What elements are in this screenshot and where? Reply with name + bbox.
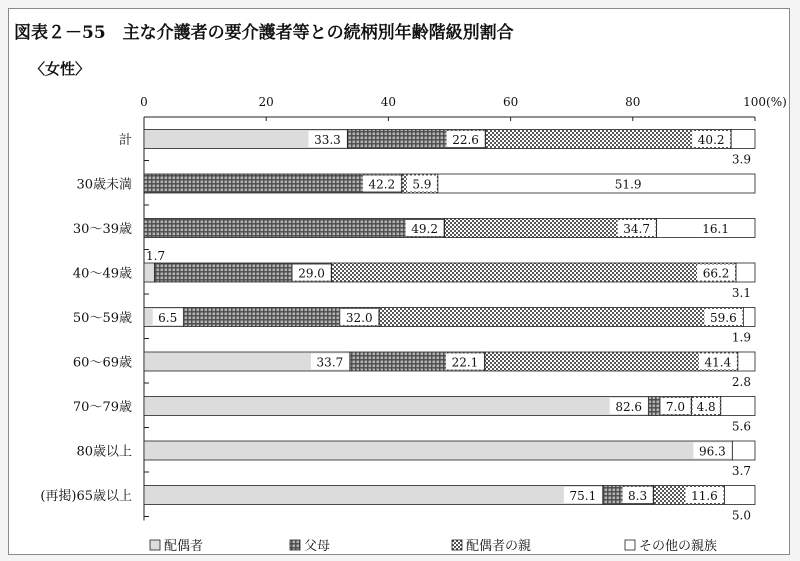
- x-tick-label: 100(%): [743, 95, 787, 109]
- data-label: 5.6: [731, 419, 751, 434]
- data-label: 33.7: [316, 355, 344, 370]
- data-label: 3.9: [731, 152, 751, 167]
- data-label: 29.0: [298, 266, 325, 281]
- bar-4: [736, 263, 755, 282]
- data-label: 42.2: [368, 177, 396, 192]
- category-label: 60～69歳: [72, 355, 132, 371]
- data-label: 41.4: [704, 355, 732, 370]
- data-label: 3.7: [731, 464, 751, 478]
- legend-label-1: 配偶者: [164, 539, 204, 554]
- legend-swatch-4: [625, 540, 635, 550]
- data-label: 8.3: [628, 489, 648, 503]
- data-label: 59.6: [710, 311, 737, 325]
- x-tick-label: 80: [625, 95, 641, 109]
- data-label: 66.2: [702, 266, 730, 281]
- bar-2: [144, 219, 445, 238]
- data-label: 1.7: [146, 249, 166, 263]
- chart-subtitle: 〈女性〉: [30, 60, 91, 78]
- data-label: 16.1: [702, 222, 730, 236]
- category-label: 30～39歳: [72, 222, 132, 237]
- data-label: 40.2: [697, 133, 725, 147]
- data-label: 11.6: [691, 489, 718, 503]
- bar-4: [438, 174, 755, 193]
- bar-layer: [144, 130, 755, 505]
- category-label: 80歳以上: [76, 444, 132, 460]
- bar-4: [731, 130, 755, 149]
- data-label: 5.0: [731, 508, 751, 523]
- data-label: 22.1: [451, 355, 479, 370]
- data-label: 32.0: [345, 311, 373, 325]
- category-label: 70～79歳: [72, 400, 132, 415]
- bar-1: [144, 441, 732, 460]
- legend-label-4: その他の親族: [639, 539, 718, 554]
- bar-3: [332, 263, 736, 282]
- data-label: 5.9: [412, 177, 432, 192]
- data-label: 82.6: [615, 400, 643, 414]
- category-label: (再掲)65歳以上: [40, 489, 132, 504]
- bar-4: [743, 308, 755, 327]
- legend-label-3: 配偶者の親: [466, 539, 532, 554]
- data-label: 3.1: [731, 286, 751, 300]
- x-tick-label: 60: [502, 95, 519, 109]
- data-label: 7.0: [665, 400, 686, 414]
- bar-4: [738, 352, 755, 371]
- legend-layer: [150, 538, 717, 554]
- chart-title: 図表２－55 主な介護者の要介護者等との続柄別年齢階級別割合: [14, 23, 514, 43]
- data-label: 96.3: [699, 444, 726, 459]
- x-tick-label: 20: [258, 95, 274, 109]
- data-label: 49.2: [411, 222, 438, 236]
- bar-1: [144, 486, 603, 505]
- data-label: 75.1: [569, 489, 597, 503]
- legend-swatch-1: [150, 540, 160, 550]
- category-label: 30歳未満: [76, 177, 132, 193]
- data-label: 1.9: [731, 330, 751, 345]
- bar-4: [732, 441, 755, 460]
- legend-swatch-2: [290, 540, 300, 550]
- bar-4: [724, 486, 755, 505]
- legend-swatch-3: [452, 540, 462, 550]
- data-label: 4.8: [696, 400, 716, 414]
- data-label: 6.5: [158, 311, 178, 325]
- data-label: 33.3: [314, 133, 341, 147]
- bar-1: [144, 263, 154, 282]
- category-label: 40～49歳: [72, 266, 132, 282]
- x-tick-label: 40: [380, 95, 397, 109]
- data-label: 51.9: [614, 177, 642, 192]
- bar-3: [379, 308, 743, 327]
- legend-label-2: 父母: [304, 539, 331, 554]
- data-label: 22.6: [452, 133, 479, 147]
- category-label: 計: [118, 133, 132, 148]
- bar-4: [721, 397, 755, 416]
- data-label: 2.8: [731, 375, 751, 389]
- category-label: 50～59歳: [72, 311, 132, 326]
- data-label: 34.7: [623, 222, 650, 236]
- bar-1: [144, 397, 649, 416]
- x-tick-label: 0: [140, 95, 148, 109]
